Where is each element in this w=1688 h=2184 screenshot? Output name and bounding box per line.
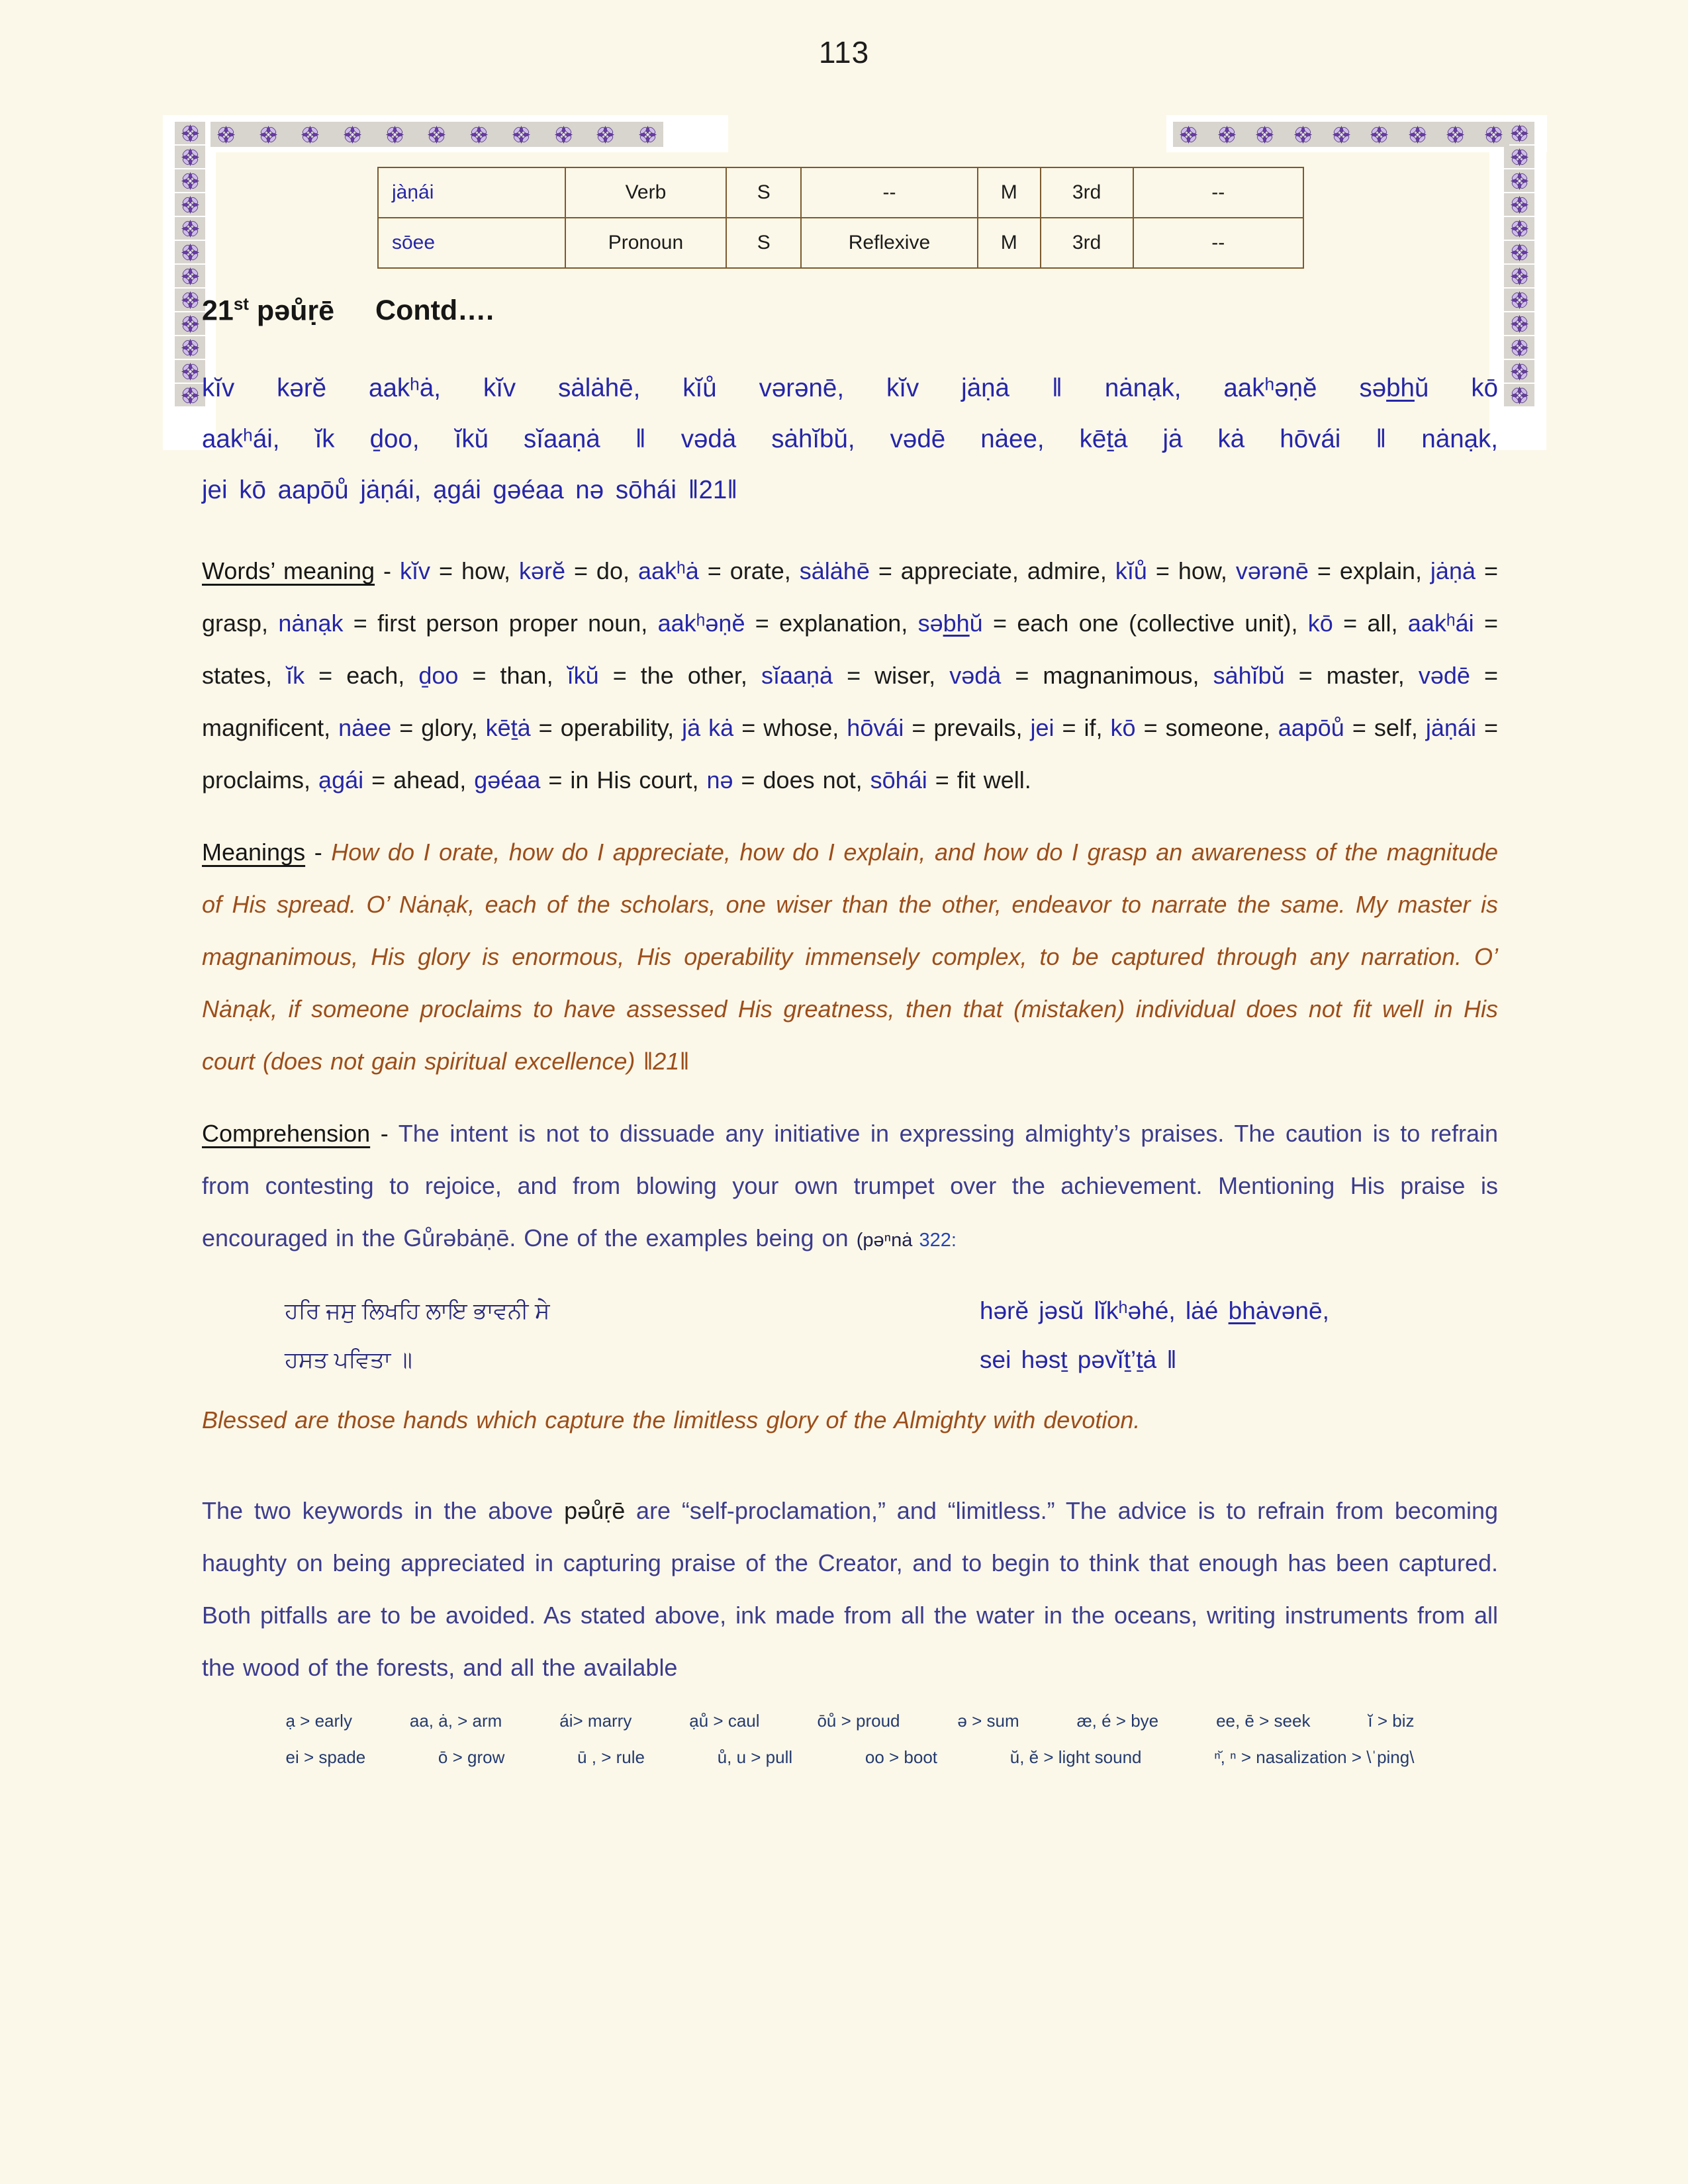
words-meaning-label: Words’ meaning	[202, 557, 375, 585]
text-segment: = proclaims,	[202, 714, 1498, 794]
table-cell: S	[726, 167, 801, 218]
text-segment: kēṯȧ	[485, 714, 531, 742]
text-segment: = fit well.	[927, 766, 1031, 794]
flower-icon	[175, 384, 205, 406]
text-segment: aapōů	[1278, 714, 1344, 742]
text-segment: jȧ kȧ	[682, 714, 734, 742]
pronunciation-item: æ, é > bye	[1076, 1711, 1159, 1731]
flower-icon	[175, 360, 205, 383]
text-segment: are “self-proclamation,” and “limitless.” The advice is to refrain from becoming haughty on being appreciated in capturing praise of the Creator, and to begin to think that enough has been captured. Both pitfalls are to be avoided. As stated above, ink made from all the water in the oceans, writing instruments from all the wood of the forests, and all the available	[202, 1497, 1498, 1682]
flower-icon	[175, 265, 205, 287]
gurmukhi-line: ਹਸਤ ਪਵਿਤਾ ॥	[285, 1347, 412, 1373]
flower-icon	[1504, 360, 1534, 383]
text-segment: = someone,	[1135, 714, 1278, 742]
flower-icon	[1217, 124, 1237, 145]
text-segment: gəéaa	[474, 766, 541, 794]
text-segment: = ahead,	[363, 766, 475, 794]
blessing-paragraph	[202, 1394, 1498, 1446]
flower-icon	[175, 312, 205, 335]
text-segment: 322:	[919, 1230, 957, 1251]
blessing-text: Blessed are those hands which capture the limitless glory of the Almighty with devotion.	[202, 1406, 1141, 1434]
pronunciation-item: ei > spade	[285, 1747, 366, 1768]
text-segment: kō	[1110, 714, 1136, 742]
flower-icon	[1293, 124, 1313, 145]
text-segment: ĭkŭ	[567, 662, 599, 690]
flower-icon	[637, 124, 658, 145]
text-segment: ŭ kō	[1414, 374, 1498, 403]
text-segment: nȧee	[338, 714, 392, 742]
table-cell: M	[978, 167, 1041, 218]
text-segment: kĭů	[1115, 557, 1147, 585]
text-segment: = operability,	[530, 714, 682, 742]
flower-icon	[1504, 193, 1534, 216]
text-segment: = each one (collective unit),	[982, 610, 1308, 637]
text-segment: = all,	[1333, 610, 1408, 637]
table-cell: Verb	[565, 167, 727, 218]
text-segment: aakʰȧ	[637, 557, 699, 585]
flower-icon	[175, 241, 205, 263]
text-segment: = prevails,	[904, 714, 1031, 742]
flower-border-left	[175, 122, 205, 406]
flower-icon	[1445, 124, 1466, 145]
words-meaning-body	[202, 557, 1498, 794]
text-segment: hərĕ jəsŭ lĭkʰəhé, lȧé	[980, 1297, 1229, 1325]
scripture-quote	[285, 1287, 1498, 1385]
shabad-line: jei kō aapōů jȧṇái, ạgái gəéaa nə sōhái ǁ21ǁ	[202, 476, 738, 505]
text-segment: nə	[706, 766, 733, 794]
shabad-text	[202, 363, 1498, 516]
text-segment: bh	[943, 610, 970, 637]
pronunciation-item: ĭ > biz	[1368, 1711, 1415, 1731]
text-segment: ĭk	[286, 662, 305, 690]
table-cell: M	[978, 218, 1041, 268]
text-segment: vədē	[1418, 662, 1470, 690]
table-cell: Pronoun	[565, 218, 727, 268]
text-segment: = grasp,	[202, 557, 1498, 637]
table-cell: --	[801, 167, 978, 218]
text-segment: = states,	[202, 610, 1499, 690]
flower-icon	[175, 217, 205, 240]
flower-icon	[1504, 169, 1534, 192]
flower-icon	[1504, 241, 1534, 263]
text-segment: = how,	[1147, 557, 1236, 585]
text-segment: aakʰəṇĕ	[657, 610, 745, 637]
flower-icon	[1504, 217, 1534, 240]
flower-icon	[1178, 124, 1199, 145]
flower-icon	[1504, 336, 1534, 359]
flower-icon	[300, 124, 320, 145]
text-segment: hōvái	[847, 714, 904, 742]
text-segment: The two keywords in the above	[202, 1497, 565, 1525]
table-cell: --	[1133, 167, 1304, 218]
text-segment: sȧhĭbŭ	[1213, 662, 1285, 690]
text-segment: = each,	[305, 662, 419, 690]
flower-icon	[595, 124, 616, 145]
pronunciation-item: ə > sum	[957, 1711, 1019, 1731]
pronunciation-item: ŭ, ĕ > light sound	[1009, 1747, 1142, 1768]
pronunciation-item: ū , > rule	[577, 1747, 645, 1768]
dash: -	[370, 1120, 399, 1148]
text-segment: = magnanimous,	[1001, 662, 1213, 690]
flower-icon	[511, 124, 532, 145]
text-segment: (pəⁿnȧ	[856, 1230, 919, 1251]
pronunciation-row	[286, 1711, 1415, 1731]
contd-label: Contd….	[375, 295, 494, 327]
flower-icon	[1483, 124, 1504, 145]
text-segment: vərənē	[1235, 557, 1309, 585]
text-segment: The intent is not to dissuade any initiative in expressing almighty’s praises. The caution is to refrain from contesting to rejoice, and from blowing your own trumpet over the achievement. Mentioning His praise is encouraged in the Gůrəbȧṇē. One of the examples being on	[202, 1120, 1498, 1252]
transliteration-column	[980, 1287, 1329, 1385]
words-meaning-paragraph	[202, 545, 1498, 806]
table-cell: --	[1133, 218, 1304, 268]
text-segment: = explain,	[1308, 557, 1430, 585]
flower-icon	[1504, 289, 1534, 311]
text-segment: = master,	[1284, 662, 1419, 690]
flower-icon	[1504, 384, 1534, 406]
text-segment: = the other,	[598, 662, 761, 690]
text-segment: = in His court,	[540, 766, 707, 794]
text-segment: ȧvənē,	[1255, 1297, 1329, 1325]
flower-icon	[342, 124, 363, 145]
table-cell: 3rd	[1041, 218, 1133, 268]
text-segment: sĭaaṇȧ	[761, 662, 833, 690]
section-heading	[202, 294, 1498, 327]
flower-icon	[258, 124, 279, 145]
shabad-line	[202, 363, 1498, 414]
text-segment: = glory,	[391, 714, 486, 742]
flower-icon	[1331, 124, 1352, 145]
text-segment: = orate,	[698, 557, 800, 585]
text-segment: = self,	[1344, 714, 1426, 742]
table-cell: 3rd	[1041, 167, 1133, 218]
flower-icon	[1504, 265, 1534, 287]
pronunciation-item: ee, ē > seek	[1216, 1711, 1311, 1731]
table-cell-word: sōee	[378, 218, 565, 268]
closing-paragraph	[202, 1484, 1498, 1694]
comprehension-label: Comprehension	[202, 1120, 371, 1148]
flower-icon	[175, 146, 205, 168]
table-cell: S	[726, 218, 801, 268]
text-segment: sə	[917, 610, 943, 637]
flower-icon	[175, 122, 205, 144]
dash: -	[305, 839, 332, 866]
pronunciation-item: oo > boot	[865, 1747, 938, 1768]
gurmukhi-column	[285, 1287, 980, 1385]
text-segment: = do,	[565, 557, 638, 585]
text-segment: = if,	[1054, 714, 1111, 742]
table-row	[378, 167, 1303, 218]
text-segment: bh	[1386, 374, 1415, 403]
page-number: 113	[818, 35, 870, 69]
text-segment: = explanation,	[745, 610, 918, 637]
flower-icon	[175, 336, 205, 359]
flower-icon	[1504, 146, 1534, 168]
text-segment: bh	[1228, 1297, 1256, 1325]
flower-icon	[553, 124, 574, 145]
text-segment: jȧṇȧ	[1430, 557, 1476, 585]
pronunciation-item: ů, u > pull	[717, 1747, 793, 1768]
pronunciation-item: ái> marry	[559, 1711, 632, 1731]
flower-icon	[216, 124, 236, 145]
flower-icon	[1504, 122, 1534, 144]
text-segment: = does not,	[733, 766, 870, 794]
shabad-line: aakʰái, ĭk ḏoo, ĭkŭ sĭaaṇȧ ǁ vədȧ sȧhĭbŭ, vədē nȧee, kēṯȧ jȧ kȧ hōvái ǁ nȧnạk,	[202, 425, 1498, 454]
grammar-table	[377, 167, 1304, 269]
text-segment: jȧṇái	[1425, 714, 1476, 742]
comprehension-paragraph	[202, 1107, 1498, 1267]
flower-icon	[426, 124, 447, 145]
text-segment: = wiser,	[833, 662, 950, 690]
pauri-number: 21	[202, 295, 234, 327]
flower-border-top-left	[211, 122, 663, 147]
table-row	[378, 218, 1303, 268]
meanings-body: How do I orate, how do I appreciate, how do I explain, and how do I grasp an awareness of the magnitude of His spread. O’ Nȧnạk, each of the scholars, one wiser than the other, endeavor to narrate the same. My master is magnanimous, His glory is enormous, His operability immensely complex, to be captured through any narration. O’ Nȧnạk, if someone proclaims to have assessed His greatness, then that (mistaken) individual does not fit well in His court (does not gain spiritual excellence) ǁ21ǁ	[202, 839, 1498, 1075]
meanings-paragraph	[202, 826, 1498, 1087]
flower-icon	[175, 169, 205, 192]
pronunciation-item: ōů > proud	[817, 1711, 900, 1731]
pronunciation-item: ⁿ̆, ⁿ > nasalization > \ˈping\	[1214, 1747, 1415, 1768]
table-cell: Reflexive	[801, 218, 978, 268]
pronunciation-item: ō > grow	[438, 1747, 505, 1768]
text-segment: sōhái	[870, 766, 927, 794]
flower-border-right	[1504, 122, 1534, 406]
pronunciation-guide	[286, 1711, 1415, 1768]
text-segment: vədȧ	[949, 662, 1002, 690]
flower-icon	[1254, 124, 1275, 145]
transliteration-line: sei həsṯ pəvĭṯ’ṯȧ ǁ	[980, 1346, 1177, 1374]
transliteration-line	[980, 1287, 1329, 1336]
text-segment: pəůṛē	[564, 1497, 626, 1525]
flower-icon	[175, 193, 205, 216]
dash: -	[375, 557, 400, 585]
text-segment: = first person proper noun,	[343, 610, 658, 637]
meanings-label: Meanings	[202, 839, 306, 866]
pauri-word: pəůṛē	[248, 295, 335, 327]
flower-border-top-right	[1173, 122, 1509, 147]
text-segment: = than,	[458, 662, 567, 690]
text-segment: = magnificent,	[202, 662, 1498, 742]
text-segment: aakʰái	[1407, 610, 1474, 637]
flower-icon	[385, 124, 405, 145]
text-segment: jei	[1030, 714, 1055, 742]
pronunciation-item: aa, ȧ, > arm	[409, 1711, 502, 1731]
flower-icon	[175, 289, 205, 311]
text-segment: nȧnạk	[278, 610, 344, 637]
text-segment: ḏoo	[418, 662, 459, 690]
text-segment: sȧlȧhē	[799, 557, 870, 585]
table-cell-word: jàṇái	[378, 167, 565, 218]
text-segment: kərĕ	[518, 557, 565, 585]
text-segment: kō	[1307, 610, 1333, 637]
gurmukhi-line: ਹਰਿ ਜਸੁ ਲਿਖਹਿ ਲਾਇ ਭਾਵਨੀ ਸੇ	[285, 1298, 550, 1324]
text-segment: ŭ	[969, 610, 983, 637]
flower-icon	[469, 124, 489, 145]
text-segment: = whose,	[733, 714, 847, 742]
flower-icon	[1504, 312, 1534, 335]
flower-icon	[1407, 124, 1428, 145]
flower-icon	[1369, 124, 1389, 145]
text-segment: kĭv	[399, 557, 430, 585]
pronunciation-item: ạ > early	[285, 1711, 352, 1731]
ordinal-suffix: st	[233, 294, 249, 314]
text-segment: = appreciate, admire,	[869, 557, 1115, 585]
pronunciation-row	[286, 1747, 1415, 1768]
pronunciation-item: ạů > caul	[689, 1711, 760, 1731]
text-segment: kĭv kərĕ aakʰȧ, kĭv sȧlȧhē, kĭů vərənē, kĭv jȧṇȧ ǁ nȧnạk, aakʰəṇĕ sə	[202, 374, 1387, 403]
main-content	[202, 294, 1498, 1768]
text-segment: ạgái	[318, 766, 364, 794]
text-segment: = how,	[430, 557, 519, 585]
